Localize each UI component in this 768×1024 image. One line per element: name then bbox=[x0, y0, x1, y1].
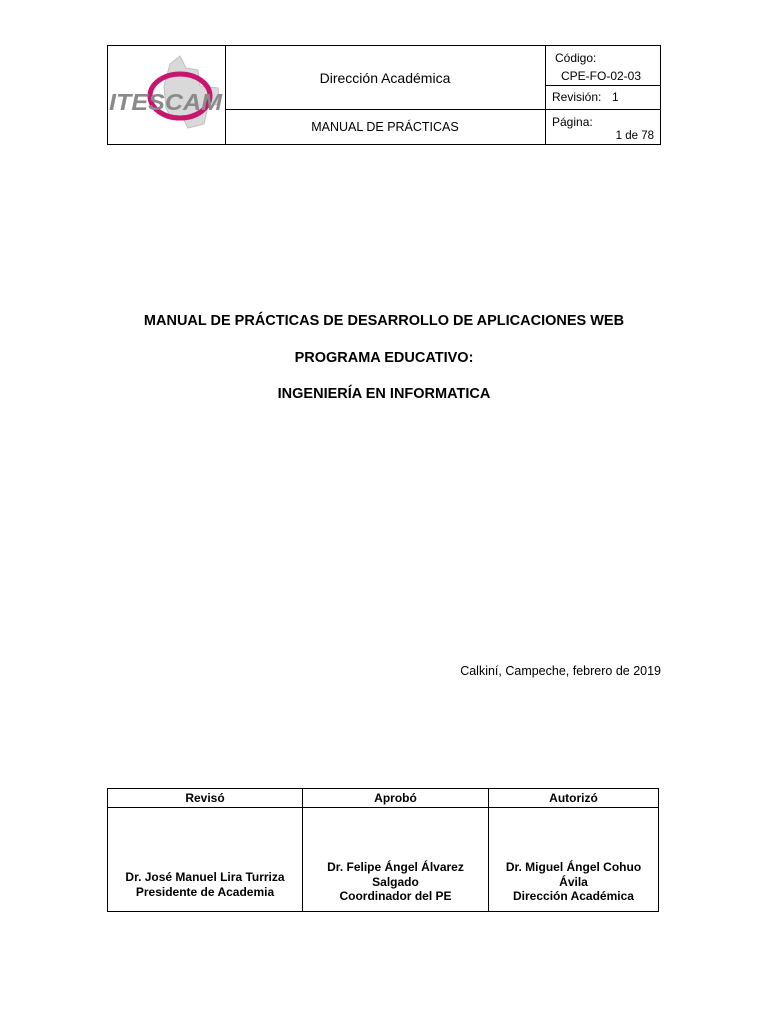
page-cell bbox=[546, 110, 660, 144]
page-value: 1 de 78 bbox=[615, 130, 654, 142]
manual-title: MANUAL DE PRÁCTICAS DE DESARROLLO DE APLICACIONES WEB bbox=[143, 313, 625, 329]
program-label: PROGRAMA EDUCATIVO: bbox=[294, 350, 474, 366]
signer-name: Dr. Miguel Ángel Cohuo bbox=[505, 860, 642, 874]
code-cell bbox=[546, 46, 660, 86]
logo-cell bbox=[108, 46, 226, 144]
signature-column-authorized bbox=[489, 789, 658, 911]
column-header: Aprobó bbox=[303, 789, 488, 808]
signature-column-approved bbox=[303, 789, 489, 911]
department-name: Dirección Académica bbox=[319, 69, 451, 86]
column-header: Autorizó bbox=[489, 789, 658, 808]
signer-role: Dirección Académica bbox=[513, 889, 634, 903]
department-cell bbox=[225, 46, 546, 110]
revision-value: 1 bbox=[612, 90, 619, 104]
signer-name: Dr. José Manuel Lira Turriza bbox=[125, 870, 285, 884]
signer-name-cont: Salgado bbox=[372, 874, 419, 889]
signer-name-cont: Ávila bbox=[559, 874, 588, 889]
signature-column-reviewed bbox=[108, 789, 303, 911]
itescam-logo bbox=[108, 46, 225, 144]
logo-text: ITESCAM bbox=[109, 89, 223, 115]
document-type-cell bbox=[225, 110, 546, 144]
document-type: MANUAL DE PRÁCTICAS bbox=[311, 120, 459, 134]
program-name: INGENIERÍA EN INFORMATICA bbox=[277, 386, 491, 402]
code-value: CPE-FO-02-03 bbox=[561, 69, 642, 83]
signer-role: Presidente de Academia bbox=[135, 884, 275, 899]
column-header: Revisó bbox=[108, 789, 302, 808]
page-label: Página: bbox=[552, 115, 593, 129]
place-date: Calkiní, Campeche, febrero de 2019 bbox=[460, 664, 661, 678]
signer-name: Dr. Felipe Ángel Álvarez bbox=[327, 860, 464, 874]
revision-label: Revisión: bbox=[552, 90, 602, 104]
signer-role: Coordinador del PE bbox=[339, 889, 452, 903]
revision-cell bbox=[546, 86, 660, 110]
document-header-table bbox=[107, 45, 661, 145]
signatures-table bbox=[107, 788, 659, 912]
code-label: Código: bbox=[555, 51, 597, 65]
